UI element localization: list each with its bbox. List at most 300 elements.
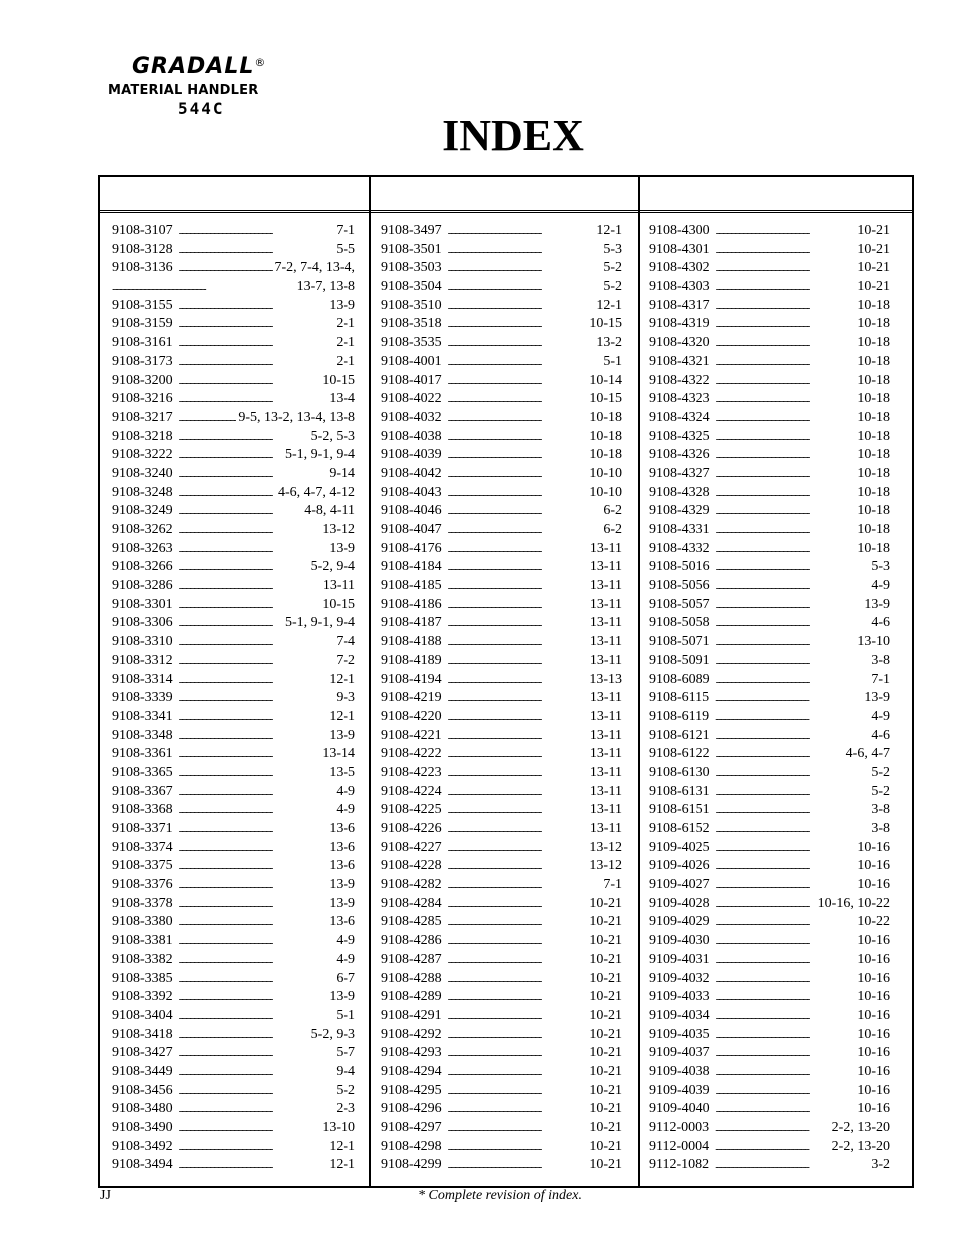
dot-leader	[179, 447, 283, 463]
index-entry	[112, 1027, 355, 1046]
dot-leader	[179, 933, 335, 949]
page-reference: 10-18	[857, 391, 890, 407]
index-entry	[381, 242, 622, 261]
index-entry	[112, 634, 355, 653]
page-reference: 10-16	[857, 1026, 890, 1042]
index-entry	[649, 503, 890, 522]
index-entry	[381, 1157, 622, 1176]
dot-leader	[448, 784, 588, 800]
dot-leader	[716, 578, 870, 594]
part-number: 9112-0003	[649, 1120, 710, 1135]
index-entry	[649, 223, 890, 242]
index-entry	[112, 914, 355, 933]
part-number: 9108-3361	[112, 746, 173, 762]
part-number: 9109-4026	[649, 858, 710, 874]
page-reference: 5-2	[603, 260, 622, 276]
index-entry	[381, 391, 622, 410]
index-entry	[649, 1157, 890, 1176]
dot-leader	[179, 522, 321, 538]
page-reference: 4-6	[871, 727, 890, 743]
index-entry	[649, 578, 890, 597]
part-number: 9108-3375	[112, 858, 173, 874]
index-entry	[649, 840, 890, 859]
index-entry	[112, 690, 355, 709]
index-entry	[112, 709, 355, 728]
dot-leader	[179, 1139, 328, 1155]
index-entry	[381, 223, 622, 242]
part-number: 9108-3427	[112, 1045, 173, 1061]
part-number: 9108-4223	[381, 764, 442, 780]
part-number: 9108-3501	[381, 241, 442, 257]
index-entry	[649, 615, 890, 634]
page-reference: 7-2, 7-4, 13-4,	[274, 260, 355, 276]
dot-leader	[448, 858, 588, 874]
page-reference: 13-11	[589, 727, 622, 743]
part-number: 9108-3449	[112, 1063, 173, 1079]
page-reference: 13-2	[596, 335, 622, 351]
dot-leader	[716, 260, 856, 276]
dot-leader	[716, 1045, 856, 1061]
index-entry	[381, 784, 622, 803]
index-entry	[649, 653, 890, 672]
dot-leader	[448, 541, 588, 557]
part-number: 9108-3374	[112, 839, 173, 855]
dot-leader	[448, 877, 602, 893]
part-number: 9108-4325	[649, 428, 710, 444]
page-reference: 5-3	[871, 559, 890, 575]
index-entry	[381, 541, 622, 560]
index-entry	[381, 1008, 622, 1027]
dot-leader	[448, 952, 588, 968]
part-number: 9108-4017	[381, 372, 442, 388]
dot-leader	[179, 728, 328, 744]
page-reference: 13-9	[329, 989, 355, 1005]
index-entry	[649, 858, 890, 877]
index-entry	[649, 765, 890, 784]
page-reference: 13-11	[589, 708, 622, 724]
page-reference: 4-9	[871, 708, 890, 724]
dot-leader	[179, 429, 309, 445]
part-number: 9108-3492	[112, 1138, 173, 1154]
dot-leader	[179, 615, 283, 631]
index-entry	[649, 335, 890, 354]
part-number: 9108-3348	[112, 727, 173, 743]
dot-leader	[716, 597, 863, 613]
page-reference: 13-9	[864, 690, 890, 706]
part-number: 9108-4288	[381, 970, 442, 986]
part-number: 9108-3128	[112, 241, 173, 257]
part-number: 9108-6121	[649, 727, 710, 743]
dot-leader	[448, 298, 595, 314]
part-number: 9108-3240	[112, 465, 173, 481]
dot-leader	[448, 821, 588, 837]
index-entry	[649, 1139, 890, 1158]
dot-leader	[716, 933, 856, 949]
part-number: 9108-4221	[381, 727, 442, 743]
dot-leader	[716, 634, 856, 650]
index-entry	[112, 728, 355, 747]
index-entry	[649, 429, 890, 448]
page-title: INDEX	[442, 111, 584, 160]
part-number: 9108-4188	[381, 634, 442, 650]
page-reference: 10-16	[857, 970, 890, 986]
part-number: 9108-3161	[112, 335, 173, 351]
index-entry	[649, 821, 890, 840]
index-entry	[112, 597, 355, 616]
page-reference: 10-21	[589, 970, 622, 986]
part-number: 9108-4320	[649, 335, 710, 351]
part-number: 9108-3380	[112, 914, 173, 930]
dot-leader	[179, 1008, 335, 1024]
index-entry	[112, 653, 355, 672]
index-entry	[649, 728, 890, 747]
index-entry	[649, 914, 890, 933]
part-number: 9108-6122	[649, 746, 710, 762]
dot-leader	[448, 597, 588, 613]
dot-leader	[448, 653, 588, 669]
index-entry	[381, 410, 622, 429]
dot-leader	[179, 1027, 309, 1043]
part-number: 9108-6115	[649, 690, 710, 706]
part-number: 9108-4227	[381, 839, 442, 855]
page-reference: 12-1	[596, 297, 622, 313]
dot-leader	[179, 298, 328, 314]
index-entry	[381, 1045, 622, 1064]
page-reference: 13-11	[589, 634, 622, 650]
index-entry	[649, 410, 890, 429]
part-number: 9108-4189	[381, 652, 442, 668]
part-number: 9109-4032	[649, 970, 710, 986]
part-number: 9108-3266	[112, 559, 173, 575]
index-entry	[381, 728, 622, 747]
dot-leader	[715, 1120, 830, 1136]
page-reference: 4-9	[871, 578, 890, 594]
part-number: 9108-4046	[381, 503, 442, 519]
index-entry	[649, 746, 890, 765]
index-entry	[112, 840, 355, 859]
dot-leader	[179, 634, 335, 650]
index-entry	[381, 559, 622, 578]
index-entry	[649, 391, 890, 410]
page-reference: 10-18	[589, 447, 622, 463]
page-reference: 10-10	[589, 484, 622, 500]
page-reference: 10-21	[589, 914, 622, 930]
dot-leader	[716, 1064, 856, 1080]
part-number: 9108-3404	[112, 1007, 173, 1023]
index-entry	[381, 260, 622, 279]
index-entry	[381, 335, 622, 354]
page-reference: 13-5	[329, 764, 355, 780]
index-entry	[112, 410, 355, 429]
registered-mark: ®	[254, 56, 267, 69]
part-number: 9109-4037	[649, 1045, 710, 1061]
page-reference: 10-18	[589, 428, 622, 444]
index-entry	[112, 279, 355, 298]
dot-leader	[179, 896, 328, 912]
dot-leader	[716, 447, 856, 463]
part-number: 9108-4286	[381, 933, 442, 949]
part-number: 9108-3217	[112, 409, 173, 425]
dot-leader	[179, 914, 328, 930]
dot-leader	[448, 1120, 588, 1136]
page-reference: 10-18	[857, 335, 890, 351]
index-entry	[381, 522, 622, 541]
page-reference: 13-11	[589, 764, 622, 780]
page-reference: 10-21	[589, 1045, 622, 1061]
part-number: 9108-3155	[112, 297, 173, 313]
page-reference: 10-21	[589, 1157, 622, 1173]
page-reference: 4-9	[336, 802, 355, 818]
part-number: 9108-3339	[112, 690, 173, 706]
part-number: 9108-4300	[649, 223, 710, 238]
dot-leader	[179, 354, 335, 370]
part-number: 9108-3535	[381, 335, 442, 351]
index-entry	[381, 653, 622, 672]
index-entry	[649, 447, 890, 466]
index-entry	[112, 503, 355, 522]
page-reference: 2-2, 13-20	[831, 1120, 890, 1135]
part-number: 9108-3107	[112, 223, 173, 238]
column-divider-2	[638, 177, 640, 1186]
dot-leader	[716, 989, 856, 1005]
dot-leader	[448, 1027, 588, 1043]
index-entry	[112, 485, 355, 504]
part-number: 9108-3218	[112, 428, 173, 444]
index-entry	[381, 1027, 622, 1046]
page-reference: 4-9	[336, 933, 355, 949]
index-entry	[381, 373, 622, 392]
page-reference: 10-16, 10-22	[817, 895, 890, 911]
part-number: 9108-3418	[112, 1026, 173, 1042]
dot-leader	[179, 765, 328, 781]
part-number: 9109-4040	[649, 1101, 710, 1117]
page-reference: 3-8	[871, 652, 890, 668]
page-reference: 10-18	[857, 540, 890, 556]
dot-leader	[448, 989, 588, 1005]
index-entry	[112, 429, 355, 448]
page-reference: 13-7, 13-8	[296, 279, 355, 295]
part-number: 9108-3341	[112, 708, 173, 724]
part-number: 9108-4224	[381, 783, 442, 799]
dot-leader	[179, 672, 328, 688]
page-reference: 10-21	[589, 989, 622, 1005]
page-reference: 13-14	[322, 746, 355, 762]
index-entry	[649, 242, 890, 261]
index-entry	[112, 335, 355, 354]
page-reference: 4-6, 4-7	[845, 746, 890, 762]
dot-leader	[179, 391, 328, 407]
page-reference: 10-21	[589, 951, 622, 967]
dot-leader	[716, 559, 870, 575]
dot-leader	[448, 410, 588, 426]
part-number: 9108-4043	[381, 484, 442, 500]
index-entry	[381, 429, 622, 448]
page-reference: 13-11	[322, 578, 355, 594]
index-entry	[112, 559, 355, 578]
page-reference: 6-2	[603, 522, 622, 537]
index-entry	[112, 821, 355, 840]
index-entry	[381, 1064, 622, 1083]
dot-leader	[179, 541, 328, 557]
page-reference: 2-2, 13-20	[831, 1138, 890, 1154]
page-reference: 7-1	[336, 223, 355, 238]
part-number: 9109-4030	[649, 933, 710, 949]
page-reference: 10-18	[857, 447, 890, 463]
page-reference: 10-15	[322, 372, 355, 388]
page-reference: 10-18	[857, 353, 890, 369]
page-reference: 3-8	[871, 802, 890, 818]
part-number: 9108-6151	[649, 802, 710, 818]
page-reference: 13-11	[589, 652, 622, 668]
index-entry	[112, 877, 355, 896]
dot-leader	[448, 690, 588, 706]
part-number: 9108-4185	[381, 578, 442, 594]
dot-leader	[112, 279, 295, 295]
logo-model: 544C	[178, 99, 225, 118]
index-entry	[381, 615, 622, 634]
index-entry	[112, 802, 355, 821]
page-reference: 10-16	[857, 877, 890, 893]
part-number: 9108-3510	[381, 297, 442, 313]
dot-leader	[716, 952, 856, 968]
part-number: 9108-4291	[381, 1007, 442, 1023]
dot-leader	[179, 709, 328, 725]
index-entry	[112, 1120, 355, 1139]
dot-leader	[448, 485, 588, 501]
dot-leader	[179, 223, 335, 239]
page-reference: 10-16	[857, 1045, 890, 1061]
part-number: 9108-3371	[112, 821, 173, 836]
dot-leader	[448, 522, 602, 538]
page-reference: 5-2	[603, 279, 622, 295]
dot-leader	[448, 896, 588, 912]
index-entry	[112, 447, 355, 466]
part-number: 9108-3365	[112, 764, 173, 780]
dot-leader	[179, 485, 276, 501]
page-reference: 5-2	[871, 783, 890, 799]
index-entry	[381, 952, 622, 971]
page-reference: 10-18	[857, 465, 890, 481]
index-entry	[381, 877, 622, 896]
dot-leader	[716, 672, 870, 688]
index-entry	[381, 1120, 622, 1139]
dot-leader	[716, 858, 856, 874]
page-reference: 13-4	[329, 391, 355, 407]
index-entry	[649, 933, 890, 952]
part-number: 9108-4321	[649, 353, 710, 369]
index-entry	[649, 298, 890, 317]
part-number: 9108-4219	[381, 690, 442, 706]
part-number: 9108-4303	[649, 279, 710, 295]
page-reference: 10-21	[589, 1063, 622, 1079]
part-number: 9109-4033	[649, 989, 710, 1005]
part-number: 9108-4326	[649, 447, 710, 463]
dot-leader	[448, 746, 588, 762]
page-reference: 13-12	[589, 858, 622, 874]
index-entry	[381, 840, 622, 859]
index-entry	[381, 578, 622, 597]
page-reference: 9-4	[336, 1063, 355, 1079]
page-reference: 13-11	[589, 578, 622, 594]
dot-leader	[716, 840, 856, 856]
page-reference: 13-11	[589, 746, 622, 762]
index-entry	[381, 746, 622, 765]
page-reference: 10-16	[857, 989, 890, 1005]
part-number: 9108-4319	[649, 316, 710, 332]
index-entry	[649, 1064, 890, 1083]
page-reference: 5-2	[871, 764, 890, 780]
dot-leader	[179, 653, 335, 669]
part-number: 9108-6130	[649, 764, 710, 780]
page-reference: 13-6	[329, 858, 355, 874]
index-column-1	[112, 223, 355, 1176]
page-reference: 4-6, 4-7, 4-12	[278, 484, 355, 500]
part-number: 9109-4039	[649, 1082, 710, 1098]
index-entry	[112, 746, 355, 765]
part-number: 9108-3173	[112, 353, 173, 369]
index-entry	[649, 1027, 890, 1046]
page-reference: 10-18	[589, 409, 622, 425]
page-reference: 12-1	[596, 223, 622, 238]
index-entry	[112, 260, 355, 279]
page-reference: 13-13	[589, 671, 622, 687]
page-reference: 10-18	[857, 297, 890, 313]
page-reference: 5-1, 9-1, 9-4	[285, 615, 355, 631]
part-number: 9108-3301	[112, 596, 173, 612]
part-number: 9108-6131	[649, 783, 710, 799]
dot-leader	[179, 1120, 321, 1136]
page-reference: 10-22	[857, 914, 890, 930]
part-number: 9108-4032	[381, 409, 442, 425]
part-number: 9108-4176	[381, 540, 442, 556]
dot-leader	[716, 896, 816, 912]
part-number: 9112-1082	[649, 1157, 710, 1173]
part-number: 9108-4329	[649, 503, 710, 519]
part-number: 9108-4285	[381, 914, 442, 930]
dot-leader	[716, 335, 856, 351]
index-entry	[649, 1045, 890, 1064]
dot-leader	[716, 485, 856, 501]
part-number: 9108-4297	[381, 1120, 442, 1135]
dot-leader	[448, 914, 588, 930]
page-reference: 5-2, 5-3	[310, 428, 355, 444]
index-entry	[112, 242, 355, 261]
index-entry	[381, 858, 622, 877]
page-reference: 2-1	[336, 353, 355, 369]
page-reference: 10-21	[857, 223, 890, 238]
page-reference: 9-14	[329, 465, 355, 481]
page-reference: 13-6	[329, 914, 355, 930]
page-reference: 10-14	[589, 372, 622, 388]
index-entry	[649, 485, 890, 504]
index-entry	[649, 989, 890, 1008]
dot-leader	[179, 559, 309, 575]
part-number: 9108-4294	[381, 1063, 442, 1079]
dot-leader	[448, 578, 588, 594]
dot-leader	[716, 1083, 856, 1099]
dot-leader	[448, 503, 602, 519]
part-number: 9108-3456	[112, 1082, 173, 1098]
index-entry	[381, 316, 622, 335]
page-reference: 6-2	[603, 503, 622, 519]
index-entry	[381, 914, 622, 933]
part-number: 9109-4025	[649, 839, 710, 855]
dot-leader	[716, 354, 856, 370]
index-entry	[381, 503, 622, 522]
dot-leader	[448, 1064, 588, 1080]
index-entry	[112, 1139, 355, 1158]
dot-leader	[716, 429, 856, 445]
